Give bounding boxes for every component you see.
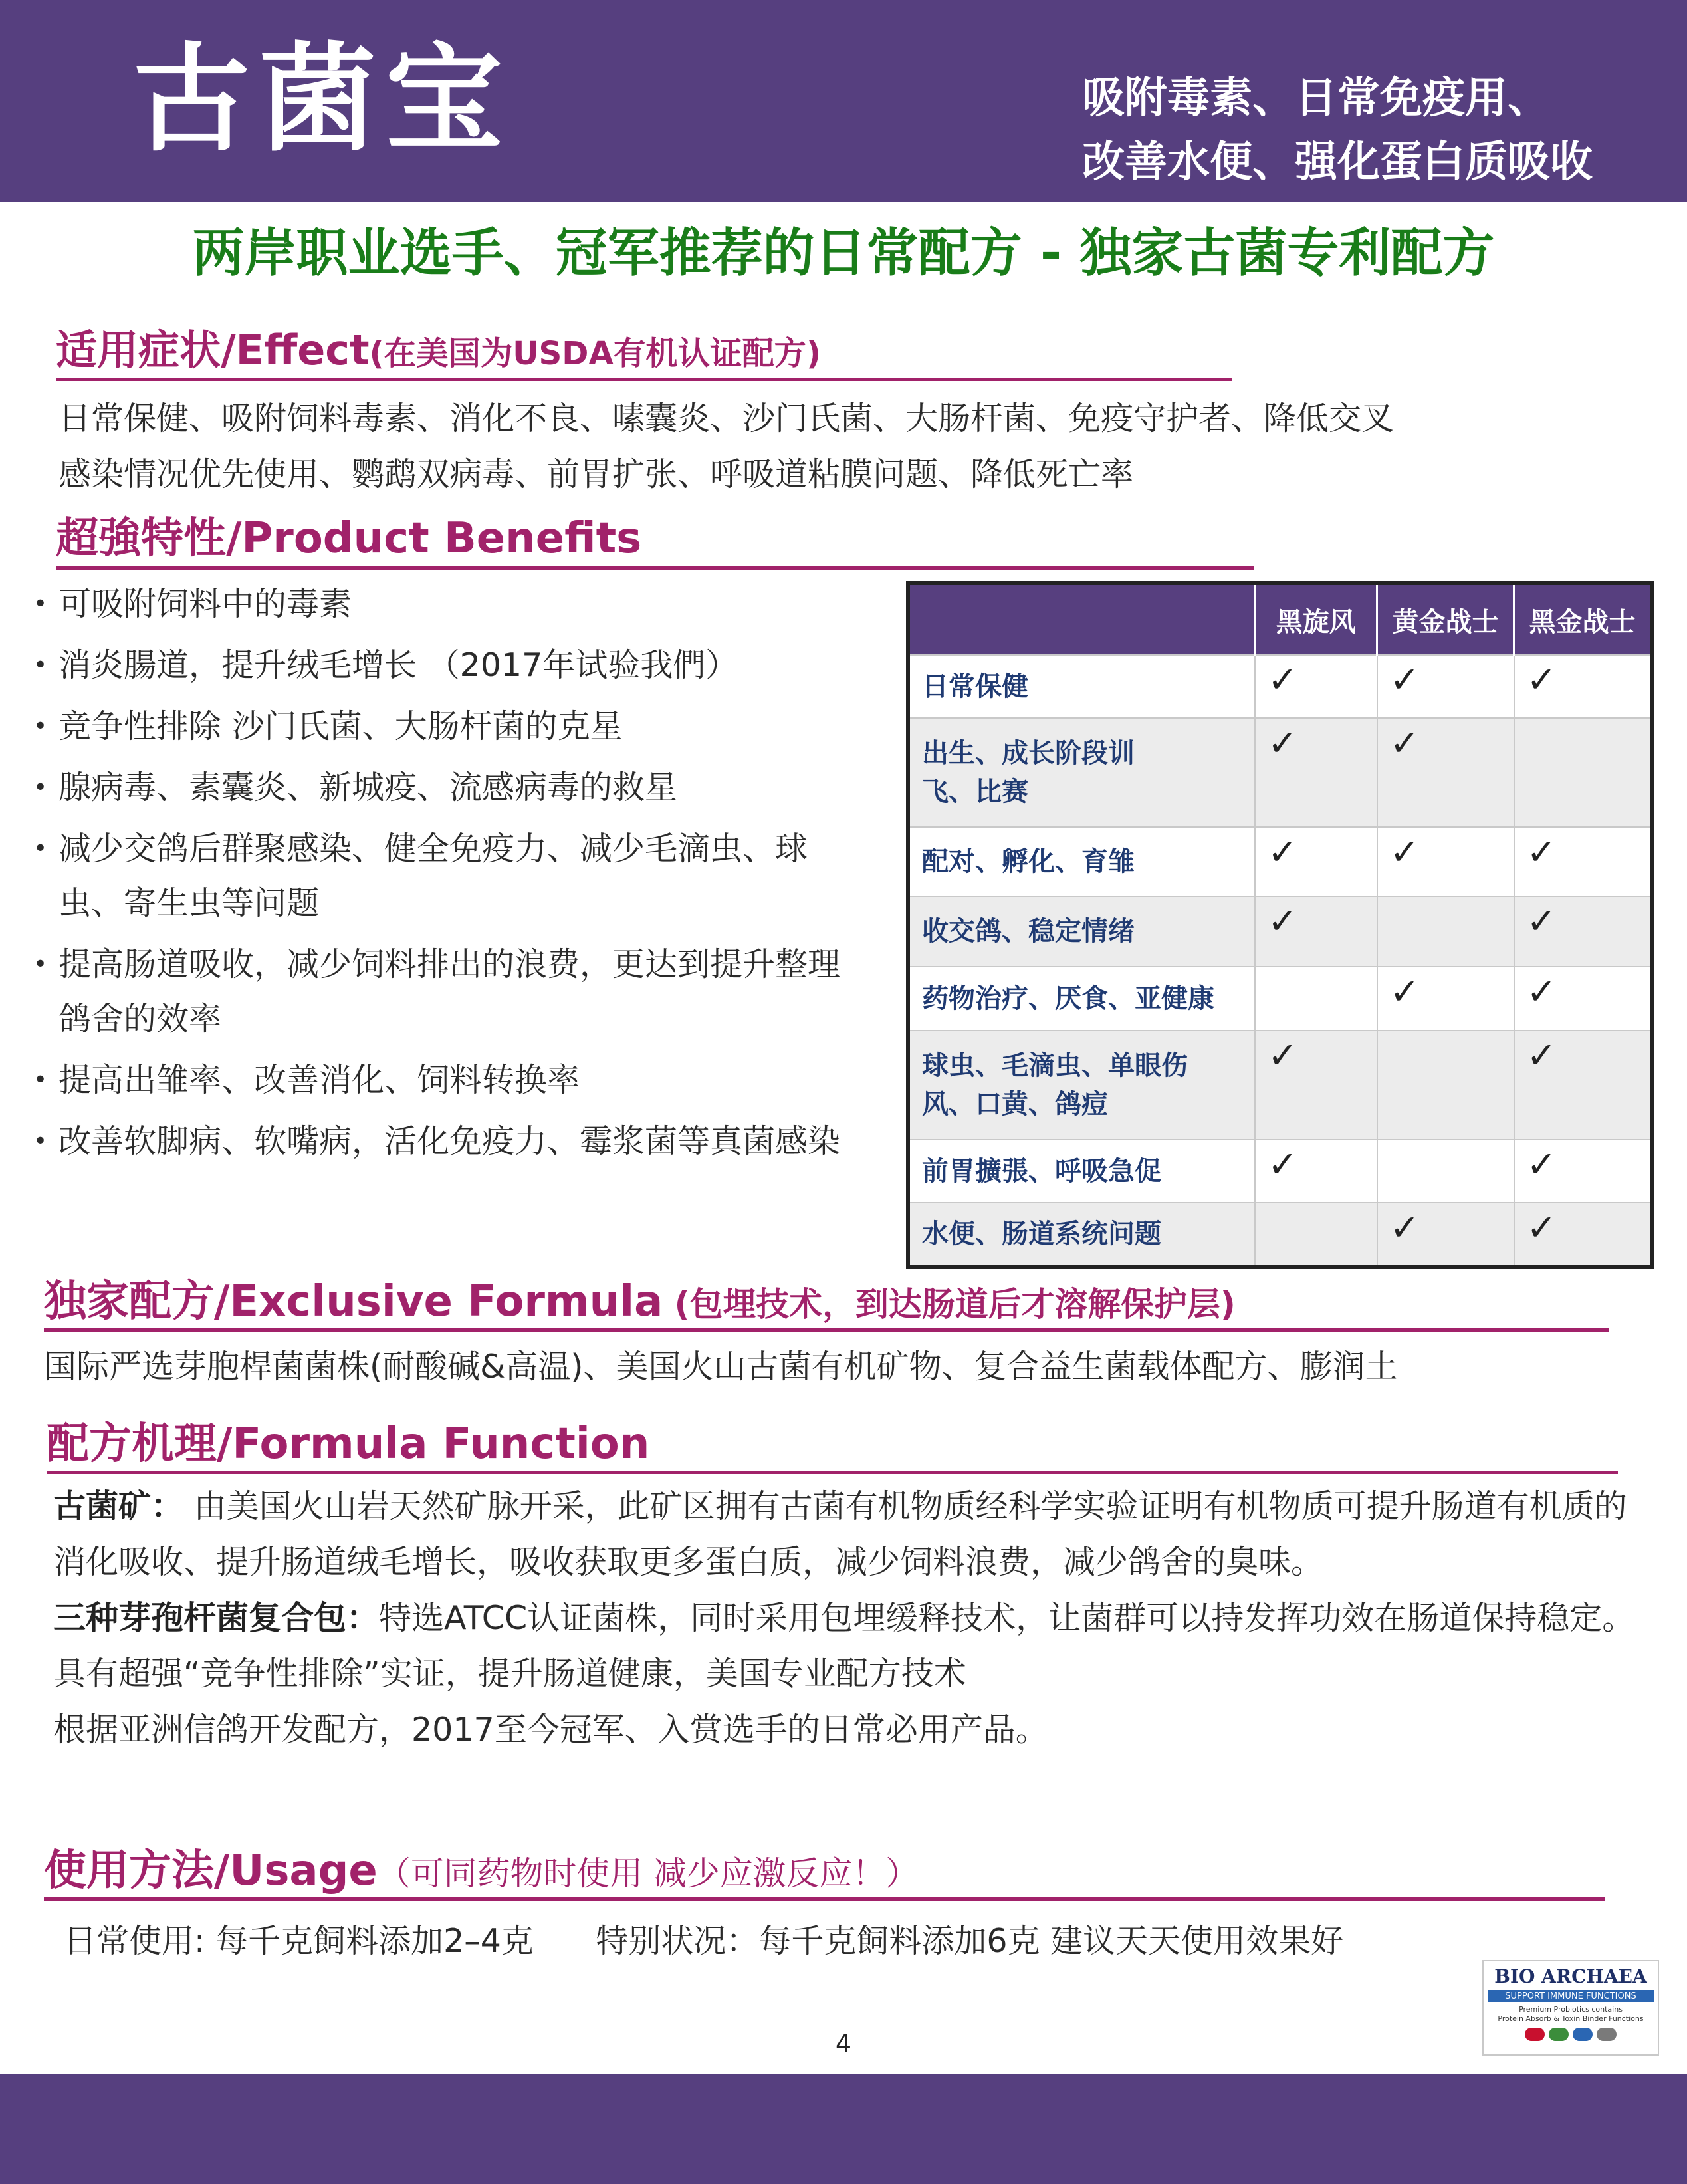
table-row: [908, 896, 1652, 967]
function-text-bacillus: 特选ATCC认证菌株，同时采用包埋缓释技术，让菌群可以持发挥功效在肠道保持稳定。具有超强“竞争性排除”实证，提升肠道健康，美国专业配方技术: [53, 1599, 1635, 1693]
function-text-archaea: 由美国火山岩天然矿脉开采，此矿区拥有古菌有机物质经科学实验证明有机物质可提升肠道有机质的消化吸收、提升肠道绒毛增长，吸收获取更多蛋白质，减少饲料浪费，减少鸽舍的臭味。: [53, 1487, 1627, 1581]
logo-line-1: Premium Probiotics contains: [1519, 2005, 1623, 2014]
column-header: 黑金战士: [1514, 583, 1652, 655]
formula-text: 国际严选芽胞桿菌菌株(耐酸碱&高温)、美国火山古菌有机矿物、复合益生菌载体配方、膨润土: [44, 1348, 1398, 1386]
function-lead-bacillus: 三种芽孢杆菌复合包：: [53, 1599, 380, 1637]
effect-line-1: 日常保健、吸附饲料毒素、消化不良、嗉囊炎、沙门氏菌、大肠杆菌、免疫守护者、降低交叉: [58, 400, 1395, 437]
check-mark-icon: [1255, 967, 1377, 1031]
page-number: 4: [835, 2029, 852, 2058]
check-mark-icon: ✓: [1255, 827, 1377, 896]
section-title-function: 配方机理/Formula Function: [47, 1423, 1618, 1474]
benefit-list: [33, 577, 871, 1175]
header-band: [0, 0, 1687, 202]
row-label: 水便、肠道系统问题: [908, 1203, 1255, 1267]
usage-text: 日常使用: 每千克飼料添加2–4克 特别状况：每千克飼料添加6克 建议天天使用效果好: [64, 1922, 1344, 1960]
check-mark-icon: ✓: [1377, 967, 1514, 1031]
check-mark-icon: ✓: [1255, 896, 1377, 967]
section-title-effect-main: 适用症状/Effect: [56, 326, 370, 374]
check-mark-icon: ✓: [1255, 718, 1377, 827]
function-paragraph-2: [53, 1590, 1648, 1702]
row-label: 出生、成长阶段训飞、比赛: [908, 718, 1255, 827]
check-mark-icon: ✓: [1514, 896, 1652, 967]
check-mark-icon: ✓: [1377, 1203, 1514, 1267]
check-mark-icon: [1377, 896, 1514, 967]
check-mark-icon: ✓: [1377, 827, 1514, 896]
row-label: 药物治疗、厌食、亚健康: [908, 967, 1255, 1031]
table-row: [908, 967, 1652, 1031]
row-label: 配对、孵化、育雏: [908, 827, 1255, 896]
row-label: 前胃擴張、呼吸急促: [908, 1140, 1255, 1203]
function-text: [53, 1479, 1648, 1758]
table-row: [908, 655, 1652, 718]
benefit-item: • 竞争性排除 沙门氏菌、大肠杆菌的克星: [33, 699, 871, 754]
section-title-usage: [44, 1846, 1605, 1901]
benefit-item: • 消炎腸道，提升绒毛增长 （2017年试验我們）: [33, 638, 871, 693]
section-title-effect: [56, 326, 1232, 381]
function-lead-archaea: 古菌矿：: [53, 1487, 184, 1525]
section-title-formula-sub: (包埋技术，到达肠道后才溶解保护层): [663, 1285, 1236, 1324]
section-title-usage-main: 使用方法/Usage: [44, 1846, 378, 1895]
effect-text: [58, 391, 1640, 503]
product-comparison-table: [906, 581, 1654, 1269]
table-row: [908, 1203, 1652, 1267]
logo-line-2: Protein Absorb & Toxin Binder Functions: [1498, 2014, 1644, 2023]
check-mark-icon: ✓: [1255, 1140, 1377, 1203]
brand-title: 古菌宝: [133, 31, 512, 168]
section-title-formula-main: 独家配方/Exclusive Formula: [44, 1277, 663, 1326]
section-title-usage-sub: （可同药物时使用 减少应激反应！）: [377, 1854, 919, 1893]
effect-line-2: 感染情况优先使用、鹦鹉双病毒、前胃扩张、呼吸道粘膜问题、降低死亡率: [58, 455, 1134, 493]
tagline-line-2: 改善水便、强化蛋白质吸收: [1082, 138, 1593, 187]
table-corner: [908, 583, 1255, 655]
table-row: [908, 1140, 1652, 1203]
check-mark-icon: [1377, 1140, 1514, 1203]
table-row: [908, 827, 1652, 896]
check-mark-icon: ✓: [1514, 655, 1652, 718]
section-title-formula: [44, 1277, 1609, 1332]
function-paragraph-3: 根据亚洲信鸽开发配方，2017至今冠军、入赏选手的日常必用产品。: [53, 1711, 1048, 1749]
benefit-item: • 可吸附饲料中的毒素: [33, 577, 871, 632]
check-mark-icon: ✓: [1255, 1031, 1377, 1140]
logo-name: BIO ARCHAEA: [1494, 1965, 1647, 1987]
tagline-line-1: 吸附毒素、日常免疫用、: [1082, 74, 1550, 123]
benefit-item: • 减少交鸽后群聚感染、健全免疫力、减少毛滴虫、球虫、寄生虫等问题: [33, 822, 871, 931]
benefit-item: • 提高出雏率、改善消化、饲料转换率: [33, 1053, 871, 1108]
logo-bar: SUPPORT IMMUNE FUNCTIONS: [1488, 1990, 1654, 2002]
check-mark-icon: ✓: [1377, 655, 1514, 718]
column-header: 黑旋风: [1255, 583, 1377, 655]
row-label: 球虫、毛滴虫、单眼伤风、口黄、鸽痘: [908, 1031, 1255, 1140]
check-mark-icon: [1514, 718, 1652, 827]
function-paragraph-1: [53, 1479, 1648, 1590]
check-mark-icon: [1255, 1203, 1377, 1267]
table-row: [908, 1031, 1652, 1140]
row-label: 日常保健: [908, 655, 1255, 718]
check-mark-icon: ✓: [1514, 1203, 1652, 1267]
headline: 两岸职业选手、冠军推荐的日常配方 - 独家古菌专利配方: [192, 223, 1495, 283]
check-mark-icon: ✓: [1514, 827, 1652, 896]
check-mark-icon: ✓: [1514, 967, 1652, 1031]
section-title-benefits: 超強特性/Product Benefits: [56, 517, 1254, 570]
section-title-effect-sub: (在美国为USDA有机认证配方): [369, 335, 822, 372]
benefit-item: • 腺病毒、素囊炎、新城疫、流感病毒的救星: [33, 761, 871, 815]
footer-band: [0, 2074, 1687, 2184]
row-label: 收交鸽、稳定情绪: [908, 896, 1255, 967]
check-mark-icon: [1377, 1031, 1514, 1140]
benefit-item: • 改善软脚病、软嘴病，活化免疫力、霉浆菌等真菌感染: [33, 1114, 871, 1169]
check-mark-icon: ✓: [1514, 1140, 1652, 1203]
benefit-item: • 提高肠道吸收，减少饲料排出的浪费，更达到提升整理鸽舍的效率: [33, 937, 871, 1046]
tagline: [1082, 66, 1667, 194]
column-header: 黄金战士: [1377, 583, 1514, 655]
table-row: [908, 718, 1652, 827]
check-mark-icon: ✓: [1377, 718, 1514, 827]
check-mark-icon: ✓: [1514, 1031, 1652, 1140]
check-mark-icon: ✓: [1255, 655, 1377, 718]
